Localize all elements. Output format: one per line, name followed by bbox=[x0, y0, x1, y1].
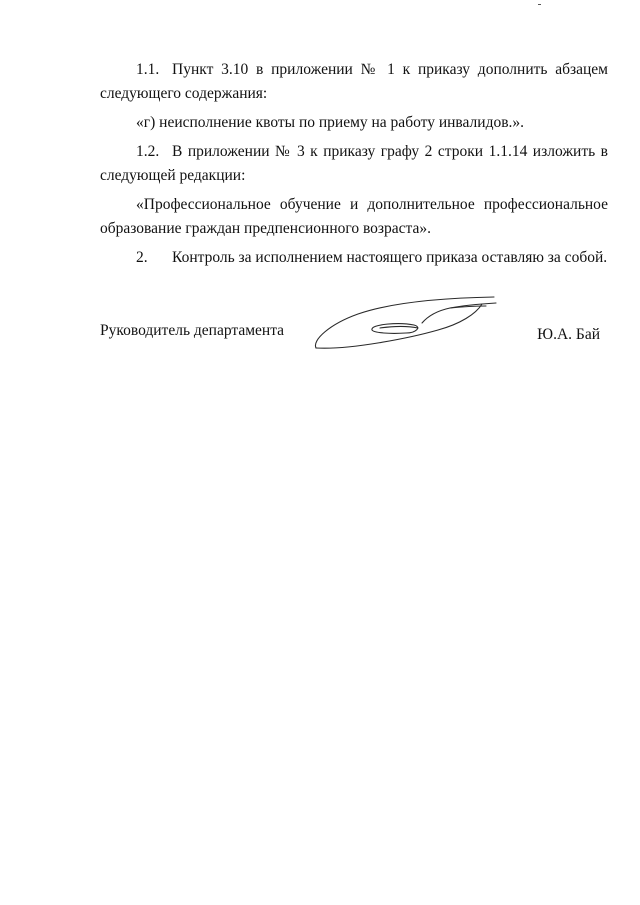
signature-block bbox=[100, 322, 600, 362]
paragraph-line: 1.1. Пункт 3.10 в приложении № 1 к приказу дополнить абзацем bbox=[100, 58, 608, 82]
paragraph-1-2 bbox=[100, 140, 608, 188]
paragraph-quote-professional bbox=[100, 193, 608, 241]
paragraph-line: следующей редакции: bbox=[100, 167, 246, 184]
paragraph-line: «Профессиональное обучение и дополнительное профессиональное bbox=[136, 196, 608, 213]
paragraph-line: следующего содержания: bbox=[100, 85, 268, 102]
paragraph-line: образование граждан предпенсионного возраста». bbox=[100, 220, 432, 237]
signatory-name: Ю.А. Бай bbox=[537, 326, 600, 343]
item-number: 1.2. bbox=[136, 143, 160, 160]
paragraph-2 bbox=[100, 246, 608, 270]
paragraph-line: «г) неисполнение квоты по приему на работу инвалидов.». bbox=[136, 114, 525, 131]
item-number: 2. bbox=[136, 249, 148, 266]
paragraph-quote-g bbox=[100, 111, 608, 135]
document-body bbox=[100, 58, 608, 270]
item-number: 1.1. bbox=[136, 61, 160, 78]
paragraph-line: 1.2. В приложении № 3 к приказу графу 2 строки 1.1.14 изложить в bbox=[100, 140, 608, 164]
paragraph-line: 2. Контроль за исполнением настоящего приказа оставляю за собой. bbox=[100, 246, 608, 270]
scan-speck bbox=[538, 4, 541, 5]
paragraph-1-1 bbox=[100, 58, 608, 106]
handwritten-signature bbox=[310, 296, 510, 356]
signatory-title: Руководитель департамента bbox=[100, 322, 285, 339]
